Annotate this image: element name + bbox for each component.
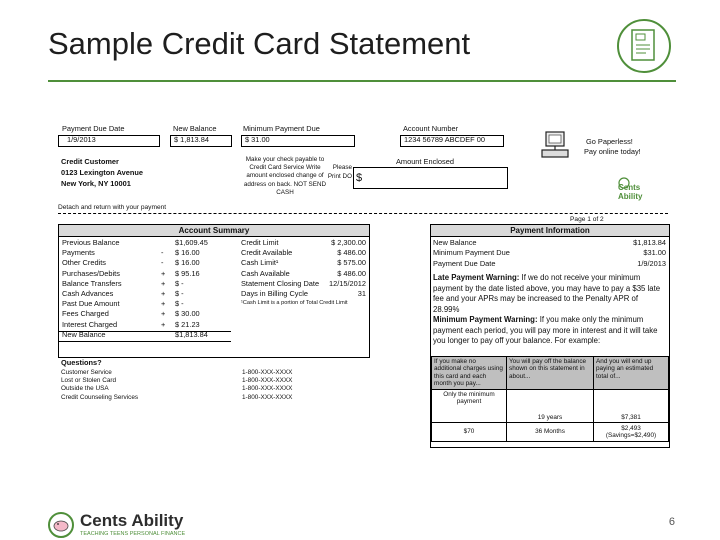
computer-icon <box>540 130 572 162</box>
summary-amount: $ - <box>175 289 184 298</box>
account-summary <box>58 224 370 358</box>
piggy-bank-icon <box>46 512 76 538</box>
customer-street: 0123 Lexington Avenue <box>61 168 144 177</box>
pay-online: Pay online today! <box>584 147 641 156</box>
payment-info-value: $1,813.84 <box>633 238 666 247</box>
min-payment-warning <box>433 315 665 347</box>
question-phone: 1-800-XXX-XXXX <box>242 393 293 401</box>
payoff-header: And you will end up paying an estimated total of... <box>594 357 669 390</box>
summary-label-right: Cash Limit¹ <box>241 258 279 268</box>
summary-label-right: Credit Limit <box>241 238 279 247</box>
amount-enclosed-box <box>353 167 508 189</box>
payoff-table <box>431 356 669 442</box>
summary-amount: $ - <box>175 299 184 309</box>
payment-information-heading: Payment Information <box>431 225 669 237</box>
slide-title: Sample Credit Card Statement <box>48 26 471 61</box>
page-of: Page 1 of 2 <box>570 216 604 223</box>
amount-enclosed-label: Amount Enclosed <box>396 157 454 166</box>
summary-amount: $1,609.45 <box>175 238 208 247</box>
payment-info-row <box>431 260 669 271</box>
go-paperless: Go Paperless! <box>586 137 633 146</box>
summary-sign: + <box>161 278 166 288</box>
summary-label: Purchases/Debits <box>62 268 120 278</box>
question-phone: 1-800-XXX-XXXX <box>242 369 293 376</box>
summary-sign: + <box>161 289 166 298</box>
payoff-cell: 36 Months <box>507 423 594 442</box>
title-divider <box>48 80 676 82</box>
summary-amount-right: $ 575.00 <box>337 258 366 268</box>
page-number: 6 <box>668 516 675 528</box>
summary-label: Other Credits <box>62 258 106 268</box>
payoff-cell: 19 years <box>507 390 594 423</box>
account-summary-heading: Account Summary <box>59 225 369 237</box>
late-payment-warning <box>433 273 665 315</box>
summary-label: Past Due Amount <box>62 299 120 309</box>
questions-label: Questions? <box>61 358 102 367</box>
summary-label: Balance Transfers <box>62 278 122 288</box>
check-instructions: Make your check payable to Credit Card Service Write amount enclosed change of address on back. NOT SEND CASH <box>243 156 327 196</box>
summary-row <box>59 331 369 342</box>
new-balance-label: New Balance <box>173 124 217 133</box>
summary-amount: $ 30.00 <box>175 309 200 319</box>
payoff-cell: $7,381 <box>594 390 669 423</box>
question-label: Lost or Stolen Card <box>61 377 117 385</box>
account-number-box <box>400 135 504 147</box>
summary-amount: $ 21.23 <box>175 319 200 329</box>
min-warning-title: Minimum Payment Warning: <box>433 315 538 324</box>
summary-bottom-rule <box>59 341 231 342</box>
summary-amount-right: $ 486.00 <box>337 268 366 278</box>
credit-card-statement <box>58 120 668 450</box>
payment-due-date: 1/9/2013 <box>67 135 96 144</box>
summary-amount: $ 16.00 <box>175 258 200 268</box>
account-number-label: Account Number <box>403 124 459 133</box>
min-payment-box <box>241 135 355 147</box>
new-balance-top: $ 1,813.84 <box>174 135 209 144</box>
summary-label: Previous Balance <box>62 238 120 247</box>
payment-due-date-box <box>58 135 160 147</box>
summary-label: Payments <box>62 248 95 258</box>
question-label: Customer Service <box>61 369 112 376</box>
payment-info-label: New Balance <box>433 238 477 247</box>
payment-information <box>430 224 670 448</box>
min-warning-text: If you make only the minimum payment each period, you will pay more in interest and it will take you longer to pay off your balance. For example: <box>433 315 658 345</box>
account-number: 1234 56789 ABCDEF 00 <box>404 135 485 144</box>
late-warning-title: Late Payment Warning: <box>433 273 520 282</box>
summary-label: Fees Charged <box>62 309 109 319</box>
amount-enclosed-symbol: $ <box>356 172 363 184</box>
brand-small: Cents Ability <box>618 183 643 201</box>
summary-total-rule <box>59 331 231 332</box>
detach-line <box>58 213 668 214</box>
summary-sign: + <box>161 309 166 319</box>
question-phone: 1-800-XXX-XXXX <box>242 377 293 385</box>
footer-tagline: TEACHING TEENS PERSONAL FINANCE <box>80 531 186 537</box>
payoff-header: You will pay off the balance shown on this statement in about... <box>507 357 594 390</box>
summary-label: New Balance <box>62 329 106 339</box>
late-warning-text: If we do not receive your minimum payment by the date listed above, you may have to pay a $35 late fee and your APRs may be increased to the Penalty APR of 28.99% <box>433 273 661 314</box>
customer-city: New York, NY 10001 <box>61 179 131 188</box>
question-phone: 1-800-XXX-XXXX <box>242 385 293 393</box>
payment-info-value: 1/9/2013 <box>637 258 666 268</box>
payoff-header: If you make no additional charges using this card and each month you pay... <box>432 357 507 390</box>
question-label: Outside the USA <box>61 385 109 393</box>
summary-label-right: Days in Billing Cycle <box>241 289 308 298</box>
summary-label: Cash Advances <box>62 289 114 298</box>
summary-amount-right: 31 <box>357 289 366 298</box>
summary-amount: $ 95.16 <box>175 268 200 278</box>
min-payment-top: $ 31.00 <box>245 135 270 144</box>
summary-amount: $ - <box>175 278 184 288</box>
payoff-cell: $2,493 (Savings=$2,490) <box>594 423 669 442</box>
summary-sign: + <box>161 319 166 329</box>
question-label: Credit Counseling Services <box>61 393 139 401</box>
payment-info-label: Payment Due Date <box>433 258 496 268</box>
detach-text: Detach and return with your payment <box>58 204 167 211</box>
summary-sign: + <box>161 299 166 309</box>
customer-name: Credit Customer <box>61 157 119 166</box>
payment-info-label: Minimum Payment Due <box>433 248 510 258</box>
please-print: Please Print DO <box>327 164 352 180</box>
summary-amount-right: $ 2,300.00 <box>331 238 366 247</box>
summary-amount: $1,813.84 <box>175 329 208 339</box>
payoff-cell: Only the minimum payment <box>432 390 507 423</box>
payoff-cell: $70 <box>432 423 507 442</box>
summary-label: Interest Charged <box>62 319 118 329</box>
footer-brand: Cents Ability <box>80 511 184 530</box>
min-payment-label: Minimum Payment Due <box>243 124 320 133</box>
summary-label-right: Statement Closing Date <box>241 278 320 288</box>
payment-info-value: $31.00 <box>643 248 666 258</box>
summary-row <box>59 239 369 250</box>
summary-amount: $ 16.00 <box>175 248 200 258</box>
cents-ability-footer-logo <box>46 510 206 540</box>
summary-sign: - <box>161 248 164 258</box>
summary-label-right: Credit Available <box>241 248 293 258</box>
summary-amount-right: $ 486.00 <box>337 248 366 258</box>
payment-due-date-label: Payment Due Date <box>62 124 125 133</box>
cents-ability-corner-logo-icon <box>612 16 676 76</box>
summary-amount-right: 12/15/2012 <box>329 278 366 288</box>
summary-label-right: ¹Cash Limit is a portion of Total Credit Limit <box>241 300 348 307</box>
new-balance-box <box>170 135 232 147</box>
summary-label-right: Cash Available <box>241 268 290 278</box>
summary-sign: + <box>161 268 166 278</box>
summary-sign: - <box>161 258 164 268</box>
